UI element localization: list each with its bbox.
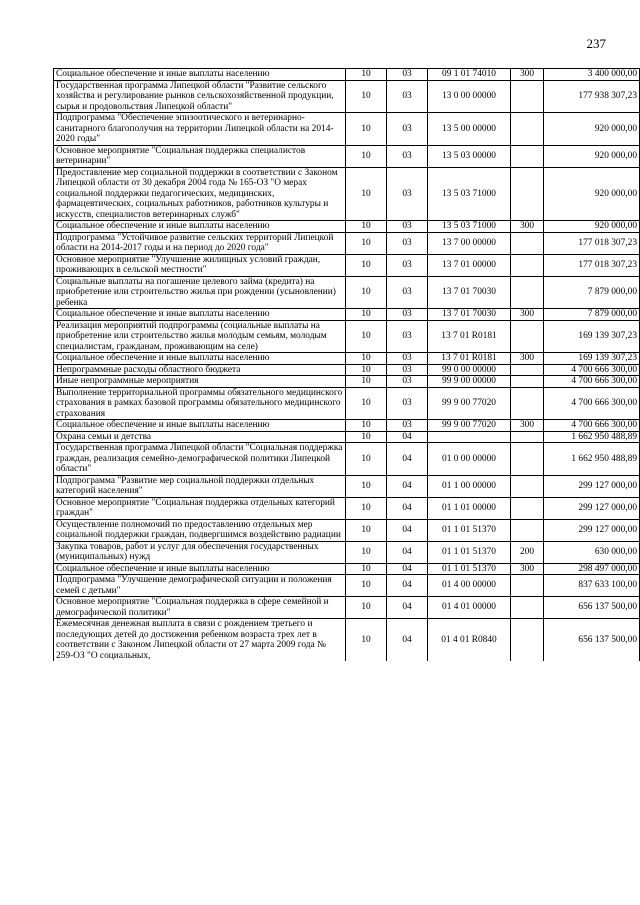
row-subsection-cell: 03 xyxy=(387,167,428,221)
row-amount-cell: 177 938 307,23 xyxy=(544,80,640,113)
table-row xyxy=(54,597,640,619)
row-expense-type-cell xyxy=(511,232,544,254)
row-target-article-cell: 99 9 00 77020 xyxy=(428,420,511,432)
row-name-cell: Предоставление мер социальной поддержки в соответствии с Законом Липецкой области от 30 декабря 2004 года № 165-ОЗ "О мерах социальной поддержки педагогических, медицинских, фармацевтических, социальных работников, работников культуры и искусств, специалистов ветеринарных служб" xyxy=(54,167,346,221)
row-name-cell: Государственная программа Липецкой области "Социальная поддержка граждан, реализация семейно-демографической политики Липецкой области" xyxy=(54,443,346,476)
row-target-article-cell: 01 1 01 51370 xyxy=(428,541,511,563)
row-name-cell: Иные непрограммные мероприятия xyxy=(54,376,346,388)
table-row xyxy=(54,575,640,597)
row-target-article-cell: 13 7 01 R0181 xyxy=(428,353,511,365)
row-expense-type-cell xyxy=(511,575,544,597)
row-amount-cell: 4 700 666 300,00 xyxy=(544,420,640,432)
row-amount-cell: 920 000,00 xyxy=(544,113,640,146)
row-name-cell: Социальное обеспечение и иные выплаты населению xyxy=(54,563,346,575)
row-amount-cell: 169 139 307,23 xyxy=(544,353,640,365)
row-section-cell: 10 xyxy=(346,353,387,365)
row-target-article-cell: 13 7 00 00000 xyxy=(428,232,511,254)
table-row xyxy=(54,309,640,321)
row-subsection-cell: 03 xyxy=(387,232,428,254)
row-name-cell: Основное мероприятие "Социальная поддержка специалистов ветеринарии" xyxy=(54,145,346,167)
budget-table-body xyxy=(54,69,640,662)
row-section-cell: 10 xyxy=(346,420,387,432)
row-subsection-cell: 03 xyxy=(387,145,428,167)
row-target-article-cell: 01 4 00 00000 xyxy=(428,575,511,597)
table-row xyxy=(54,475,640,497)
row-section-cell: 10 xyxy=(346,80,387,113)
row-name-cell: Основное мероприятие "Социальная поддержка отдельных категорий граждан" xyxy=(54,497,346,519)
row-expense-type-cell: 300 xyxy=(511,221,544,233)
row-subsection-cell: 03 xyxy=(387,221,428,233)
row-subsection-cell: 03 xyxy=(387,364,428,376)
row-expense-type-cell xyxy=(511,475,544,497)
row-section-cell: 10 xyxy=(346,519,387,541)
row-expense-type-cell xyxy=(511,443,544,476)
row-section-cell: 10 xyxy=(346,276,387,309)
table-row xyxy=(54,431,640,443)
row-section-cell: 10 xyxy=(346,113,387,146)
row-section-cell: 10 xyxy=(346,69,387,81)
row-amount-cell: 920 000,00 xyxy=(544,145,640,167)
row-expense-type-cell: 300 xyxy=(511,353,544,365)
row-amount-cell: 4 700 666 300,00 xyxy=(544,376,640,388)
row-amount-cell: 169 139 307,23 xyxy=(544,320,640,353)
row-amount-cell: 177 018 307,23 xyxy=(544,232,640,254)
row-target-article-cell: 01 1 00 00000 xyxy=(428,475,511,497)
table-row xyxy=(54,519,640,541)
row-subsection-cell: 03 xyxy=(387,376,428,388)
row-name-cell: Основное мероприятие "Социальная поддержка в сфере семейной и демографической политики" xyxy=(54,597,346,619)
row-amount-cell: 7 879 000,00 xyxy=(544,276,640,309)
row-section-cell: 10 xyxy=(346,431,387,443)
row-expense-type-cell: 200 xyxy=(511,541,544,563)
row-section-cell: 10 xyxy=(346,376,387,388)
row-name-cell: Социальное обеспечение и иные выплаты населению xyxy=(54,221,346,233)
row-amount-cell: 299 127 000,00 xyxy=(544,497,640,519)
table-row xyxy=(54,497,640,519)
row-name-cell: Социальное обеспечение и иные выплаты населению xyxy=(54,353,346,365)
row-amount-cell: 920 000,00 xyxy=(544,221,640,233)
row-expense-type-cell xyxy=(511,519,544,541)
row-amount-cell: 837 633 100,00 xyxy=(544,575,640,597)
row-expense-type-cell xyxy=(511,167,544,221)
row-amount-cell: 4 700 666 300,00 xyxy=(544,364,640,376)
row-expense-type-cell xyxy=(511,276,544,309)
table-row xyxy=(54,69,640,81)
row-subsection-cell: 04 xyxy=(387,541,428,563)
row-amount-cell: 656 137 500,00 xyxy=(544,597,640,619)
row-target-article-cell: 13 7 01 70030 xyxy=(428,276,511,309)
table-row xyxy=(54,420,640,432)
table-row xyxy=(54,364,640,376)
row-section-cell: 10 xyxy=(346,387,387,420)
row-section-cell: 10 xyxy=(346,497,387,519)
row-section-cell: 10 xyxy=(346,320,387,353)
row-section-cell: 10 xyxy=(346,563,387,575)
row-section-cell: 10 xyxy=(346,309,387,321)
row-name-cell: Выполнение территориальной программы обязательного медицинского страхования в рамках базовой программы обязательного медицинского страхования xyxy=(54,387,346,420)
row-subsection-cell: 04 xyxy=(387,431,428,443)
row-amount-cell: 4 700 666 300,00 xyxy=(544,387,640,420)
row-subsection-cell: 03 xyxy=(387,309,428,321)
row-amount-cell: 177 018 307,23 xyxy=(544,254,640,276)
row-expense-type-cell xyxy=(511,497,544,519)
row-amount-cell: 3 400 000,00 xyxy=(544,69,640,81)
budget-table xyxy=(53,68,640,661)
table-row xyxy=(54,619,640,662)
row-section-cell: 10 xyxy=(346,364,387,376)
row-expense-type-cell xyxy=(511,320,544,353)
row-target-article-cell xyxy=(428,431,511,443)
row-subsection-cell: 03 xyxy=(387,80,428,113)
row-expense-type-cell xyxy=(511,145,544,167)
row-section-cell: 10 xyxy=(346,575,387,597)
row-amount-cell: 7 879 000,00 xyxy=(544,309,640,321)
row-section-cell: 10 xyxy=(346,443,387,476)
row-target-article-cell: 13 5 03 71000 xyxy=(428,221,511,233)
row-expense-type-cell xyxy=(511,431,544,443)
row-name-cell: Реализация мероприятий подпрограммы (социальные выплаты на приобретение или строительство жилья молодым семьям, молодым специалистам, гражданам, проживающим на селе) xyxy=(54,320,346,353)
row-target-article-cell: 13 7 01 R0181 xyxy=(428,320,511,353)
row-name-cell: Непрограммные расходы областного бюджета xyxy=(54,364,346,376)
row-name-cell: Социальное обеспечение и иные выплаты населению xyxy=(54,69,346,81)
table-row xyxy=(54,541,640,563)
row-section-cell: 10 xyxy=(346,619,387,662)
row-name-cell: Закупка товаров, работ и услуг для обеспечения государственных (муниципальных) нужд xyxy=(54,541,346,563)
table-row xyxy=(54,167,640,221)
page-number: 237 xyxy=(586,36,606,51)
row-amount-cell: 299 127 000,00 xyxy=(544,519,640,541)
row-subsection-cell: 03 xyxy=(387,113,428,146)
row-name-cell: Государственная программа Липецкой области "Развитие сельского хозяйства и регулирование рынков сельскохозяйственной продукции, сырья и продовольствия Липецкой области" xyxy=(54,80,346,113)
row-name-cell: Социальное обеспечение и иные выплаты населению xyxy=(54,309,346,321)
row-name-cell: Подпрограмма "Улучшение демографической ситуации и положения семей с детьми" xyxy=(54,575,346,597)
row-subsection-cell: 04 xyxy=(387,597,428,619)
row-name-cell: Ежемесячная денежная выплата в связи с рождением третьего и последующих детей до достижения ребенком возраста трех лет в соответствии с Законом Липецкой области от 27 марта 2009 года № 259-ОЗ "О социальных, xyxy=(54,619,346,662)
table-row xyxy=(54,443,640,476)
row-target-article-cell: 13 5 03 71000 xyxy=(428,167,511,221)
row-target-article-cell: 09 1 01 74010 xyxy=(428,69,511,81)
row-expense-type-cell: 300 xyxy=(511,309,544,321)
row-section-cell: 10 xyxy=(346,232,387,254)
table-row xyxy=(54,276,640,309)
row-name-cell: Социальные выплаты на погашение целевого займа (кредита) на приобретение или строительство жилья при рождении (усыновлении) ребенка xyxy=(54,276,346,309)
row-target-article-cell: 99 0 00 00000 xyxy=(428,364,511,376)
row-expense-type-cell xyxy=(511,254,544,276)
row-target-article-cell: 99 9 00 77020 xyxy=(428,387,511,420)
row-expense-type-cell xyxy=(511,387,544,420)
row-section-cell: 10 xyxy=(346,167,387,221)
row-subsection-cell: 03 xyxy=(387,254,428,276)
row-subsection-cell: 04 xyxy=(387,443,428,476)
row-subsection-cell: 03 xyxy=(387,320,428,353)
table-row xyxy=(54,563,640,575)
row-target-article-cell: 01 4 01 R0840 xyxy=(428,619,511,662)
row-subsection-cell: 04 xyxy=(387,497,428,519)
row-section-cell: 10 xyxy=(346,145,387,167)
row-amount-cell: 630 000,00 xyxy=(544,541,640,563)
row-target-article-cell: 01 1 01 00000 xyxy=(428,497,511,519)
row-section-cell: 10 xyxy=(346,221,387,233)
row-amount-cell: 1 662 950 488,89 xyxy=(544,431,640,443)
row-expense-type-cell xyxy=(511,80,544,113)
row-target-article-cell: 13 7 01 00000 xyxy=(428,254,511,276)
row-target-article-cell: 13 5 00 00000 xyxy=(428,113,511,146)
row-amount-cell: 1 662 950 488,89 xyxy=(544,443,640,476)
table-row xyxy=(54,376,640,388)
row-amount-cell: 656 137 500,00 xyxy=(544,619,640,662)
table-row xyxy=(54,232,640,254)
row-expense-type-cell xyxy=(511,364,544,376)
row-subsection-cell: 04 xyxy=(387,563,428,575)
table-row xyxy=(54,320,640,353)
row-amount-cell: 299 127 000,00 xyxy=(544,475,640,497)
row-subsection-cell: 04 xyxy=(387,619,428,662)
row-target-article-cell: 13 7 01 70030 xyxy=(428,309,511,321)
row-subsection-cell: 03 xyxy=(387,387,428,420)
row-expense-type-cell: 300 xyxy=(511,420,544,432)
table-row xyxy=(54,113,640,146)
row-amount-cell: 298 497 000,00 xyxy=(544,563,640,575)
table-row xyxy=(54,387,640,420)
row-subsection-cell: 04 xyxy=(387,519,428,541)
row-expense-type-cell xyxy=(511,619,544,662)
row-name-cell: Подпрограмма "Развитие мер социальной поддержки отдельных категорий населения" xyxy=(54,475,346,497)
table-row xyxy=(54,221,640,233)
row-section-cell: 10 xyxy=(346,475,387,497)
row-subsection-cell: 03 xyxy=(387,420,428,432)
row-section-cell: 10 xyxy=(346,597,387,619)
row-name-cell: Социальное обеспечение и иные выплаты населению xyxy=(54,420,346,432)
row-expense-type-cell: 300 xyxy=(511,563,544,575)
row-expense-type-cell xyxy=(511,113,544,146)
row-section-cell: 10 xyxy=(346,254,387,276)
table-row xyxy=(54,145,640,167)
row-name-cell: Подпрограмма "Обеспечение эпизоотического и ветеринарно-санитарного благополучия на территории Липецкой области на 2014-2020 годы" xyxy=(54,113,346,146)
row-target-article-cell: 01 1 01 51370 xyxy=(428,563,511,575)
table-row xyxy=(54,353,640,365)
row-target-article-cell: 13 5 03 00000 xyxy=(428,145,511,167)
row-name-cell: Охрана семьи и детства xyxy=(54,431,346,443)
row-expense-type-cell: 300 xyxy=(511,69,544,81)
table-row xyxy=(54,80,640,113)
row-subsection-cell: 03 xyxy=(387,276,428,309)
row-subsection-cell: 04 xyxy=(387,475,428,497)
row-name-cell: Осуществление полномочий по предоставлению отдельных мер социальной поддержки граждан, подвергшимся воздействию радиации xyxy=(54,519,346,541)
row-expense-type-cell xyxy=(511,376,544,388)
row-target-article-cell: 13 0 00 00000 xyxy=(428,80,511,113)
row-target-article-cell: 01 4 01 00000 xyxy=(428,597,511,619)
row-target-article-cell: 99 9 00 00000 xyxy=(428,376,511,388)
table-row xyxy=(54,254,640,276)
row-subsection-cell: 03 xyxy=(387,69,428,81)
row-name-cell: Подпрограмма "Устойчивое развитие сельских территорий Липецкой области на 2014-2017 годы и на период до 2020 года" xyxy=(54,232,346,254)
row-section-cell: 10 xyxy=(346,541,387,563)
row-target-article-cell: 01 0 00 00000 xyxy=(428,443,511,476)
row-subsection-cell: 04 xyxy=(387,575,428,597)
row-name-cell: Основное мероприятие "Улучшение жилищных условий граждан, проживающих в сельской местности" xyxy=(54,254,346,276)
row-subsection-cell: 03 xyxy=(387,353,428,365)
row-expense-type-cell xyxy=(511,597,544,619)
row-amount-cell: 920 000,00 xyxy=(544,167,640,221)
row-target-article-cell: 01 1 01 51370 xyxy=(428,519,511,541)
